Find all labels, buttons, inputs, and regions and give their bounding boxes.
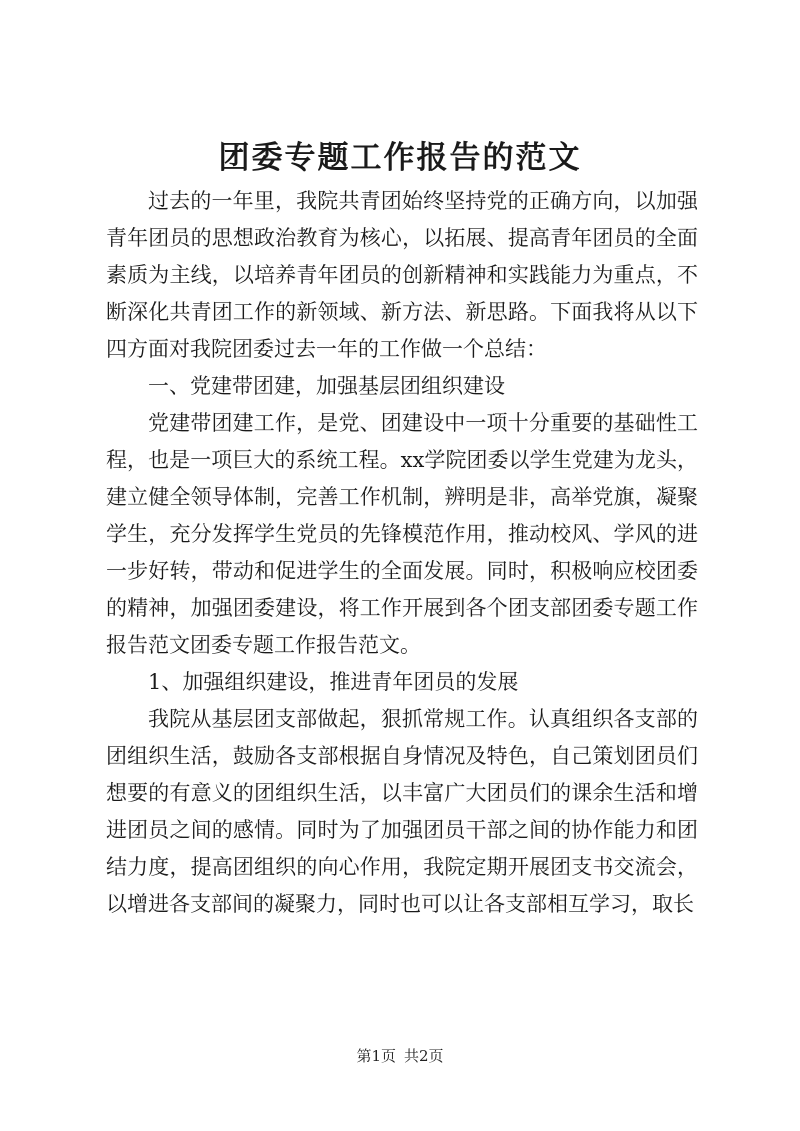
page-footer	[0, 1046, 800, 1066]
paragraph-section-1: 党建带团建工作，是党、团建设中一项十分重要的基础性工程，也是一项巨大的系统工程。xx学院团委以学生党建为龙头，建立健全领导体制，完善工作机制，辨明是非，高举党旗，凝聚学生，充分发挥学生党员的先锋模范作用，推动校风、学风的进一步好转，带动和促进学生的全面发展。同时，积极响应校团委的精神，加强团委建设，将工作开展到各个团支部团委专题工作报告范文团委专题工作报告范文。	[106, 411, 698, 657]
paragraph-subsection-1: 我院从基层团支部做起，狠抓常规工作。认真组织各支部的团组织生活，鼓励各支部根据自身情况及特色，自己策划团员们想要的有意义的团组织生活，以丰富广大团员们的课余生活和增进团员之间的感情。同时为了加强团员干部之间的协作能力和团结力度，提高团组织的向心作用，我院定期开展团支书交流会，以增进各支部间的凝聚力，同时也可以让各支部相互学习，取长	[106, 707, 698, 916]
subsection-heading-1: 1、加强组织建设，推进青年团员的发展	[148, 670, 519, 694]
document-body	[106, 183, 698, 923]
page-number-total: 共2页	[404, 1047, 444, 1065]
document-title: 团委专题工作报告的范文	[218, 140, 582, 176]
section-heading-1: 一、党建带团建，加强基层团组织建设	[148, 374, 505, 398]
paragraph-intro: 过去的一年里，我院共青团始终坚持党的正确方向，以加强青年团员的思想政治教育为核心，以拓展、提高青年团员的全面素质为主线，以培养青年团员的创新精神和实践能力为重点，不断深化共青团工作的新领域、新方法、新思路。下面我将从以下四方面对我院团委过去一年的工作做一个总结：	[106, 189, 698, 361]
page-number-current: 第1页	[356, 1047, 396, 1065]
